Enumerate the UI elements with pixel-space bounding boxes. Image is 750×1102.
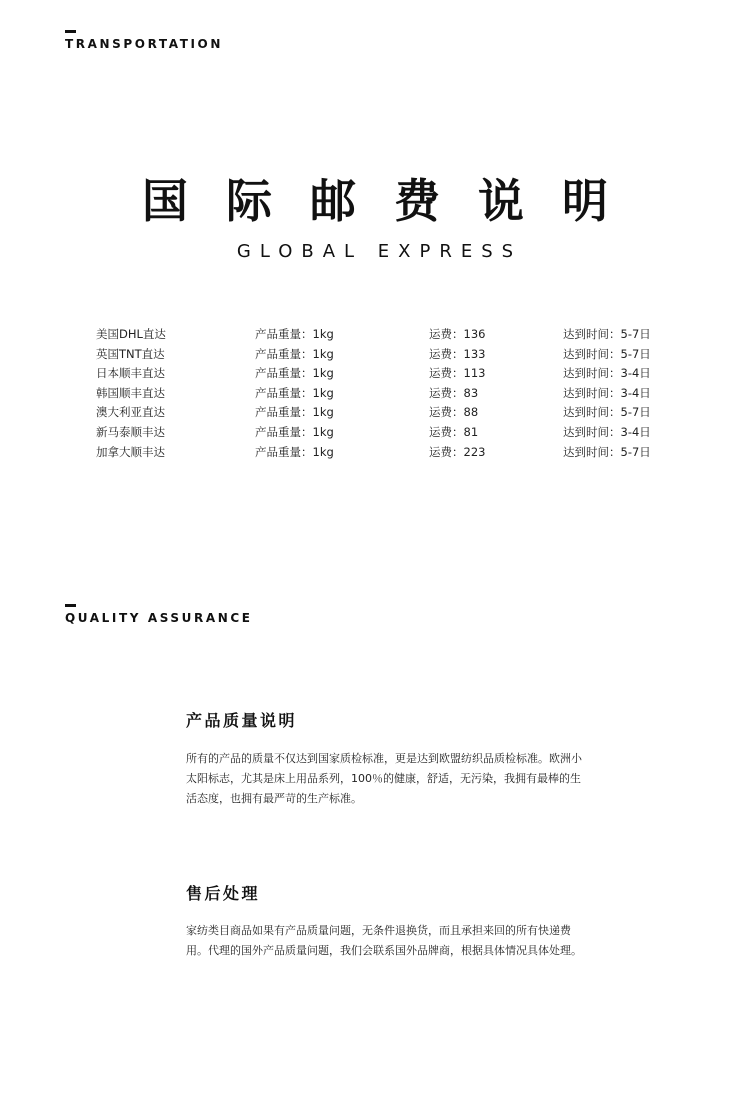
shipping-rate-table	[0, 326, 750, 463]
fee-cell: 运费：83	[429, 385, 479, 400]
quality-paragraph: 所有的产品的质量不仅达到国家质检标准，更是达到欧盟纺织品质检标准。欧洲小太阳标志，尤其是床上用品系列，100％的健康，舒适，无污染，我拥有最棒的生活态度，也拥有最严苛的生产标准。	[186, 752, 582, 805]
page-title: 国际邮费说明	[142, 174, 646, 228]
fee-cell: 运费：133	[429, 346, 486, 361]
weight-cell: 产品重量：1kg	[255, 405, 334, 420]
section-label-quality-assurance	[65, 611, 253, 625]
table-row	[0, 404, 750, 424]
section-label-text: QUALITY ASSURANCE	[65, 611, 253, 625]
after-sales-paragraph: 家纺类目商品如果有产品质量问题，无条件退换货，而且承担来回的所有快递费用。代理的国外产品质量问题，我们会联系国外品牌商，根据具体情况具体处理。	[186, 924, 582, 957]
fee-cell: 运费：223	[429, 444, 486, 459]
delivery-time-cell: 达到时间：3-4日	[563, 385, 651, 400]
section-label-transportation	[65, 37, 223, 51]
route-cell: 韩国顺丰直达	[96, 385, 165, 400]
fee-cell: 运费：88	[429, 405, 479, 420]
page-subtitle: GLOBAL EXPRESS	[236, 241, 523, 262]
weight-cell: 产品重量：1kg	[255, 424, 334, 439]
route-cell: 美国DHL直达	[96, 327, 166, 341]
route-cell: 澳大利亚直达	[96, 405, 165, 420]
weight-cell: 产品重量：1kg	[255, 385, 334, 400]
delivery-time-cell: 达到时间：5-7日	[563, 444, 651, 459]
delivery-time-cell: 达到时间：5-7日	[563, 346, 651, 361]
weight-cell: 产品重量：1kg	[255, 327, 334, 341]
weight-cell: 产品重量：1kg	[255, 346, 334, 361]
route-cell: 新马泰顺丰达	[96, 424, 165, 439]
fee-cell: 运费：136	[429, 327, 486, 341]
quality-heading: 产品质量说明	[186, 711, 298, 730]
label-accent-bar	[65, 604, 76, 607]
table-row	[0, 326, 750, 346]
section-label-text: TRANSPORTATION	[65, 37, 223, 51]
weight-cell: 产品重量：1kg	[255, 444, 334, 459]
label-accent-bar	[65, 30, 76, 33]
delivery-time-cell: 达到时间：5-7日	[563, 405, 651, 420]
table-row	[0, 424, 750, 444]
route-cell: 加拿大顺丰达	[96, 444, 165, 459]
route-cell: 英国TNT直达	[96, 346, 165, 361]
table-row	[0, 365, 750, 385]
weight-cell: 产品重量：1kg	[255, 366, 334, 381]
delivery-time-cell: 达到时间：5-7日	[563, 327, 651, 341]
route-cell: 日本顺丰直达	[96, 366, 165, 381]
fee-cell: 运费：81	[429, 424, 479, 439]
table-row	[0, 444, 750, 464]
delivery-time-cell: 达到时间：3-4日	[563, 424, 651, 439]
table-row	[0, 346, 750, 366]
after-sales-heading: 售后处理	[186, 884, 261, 903]
table-row	[0, 385, 750, 405]
delivery-time-cell: 达到时间：3-4日	[563, 366, 651, 381]
fee-cell: 运费：113	[429, 366, 486, 381]
